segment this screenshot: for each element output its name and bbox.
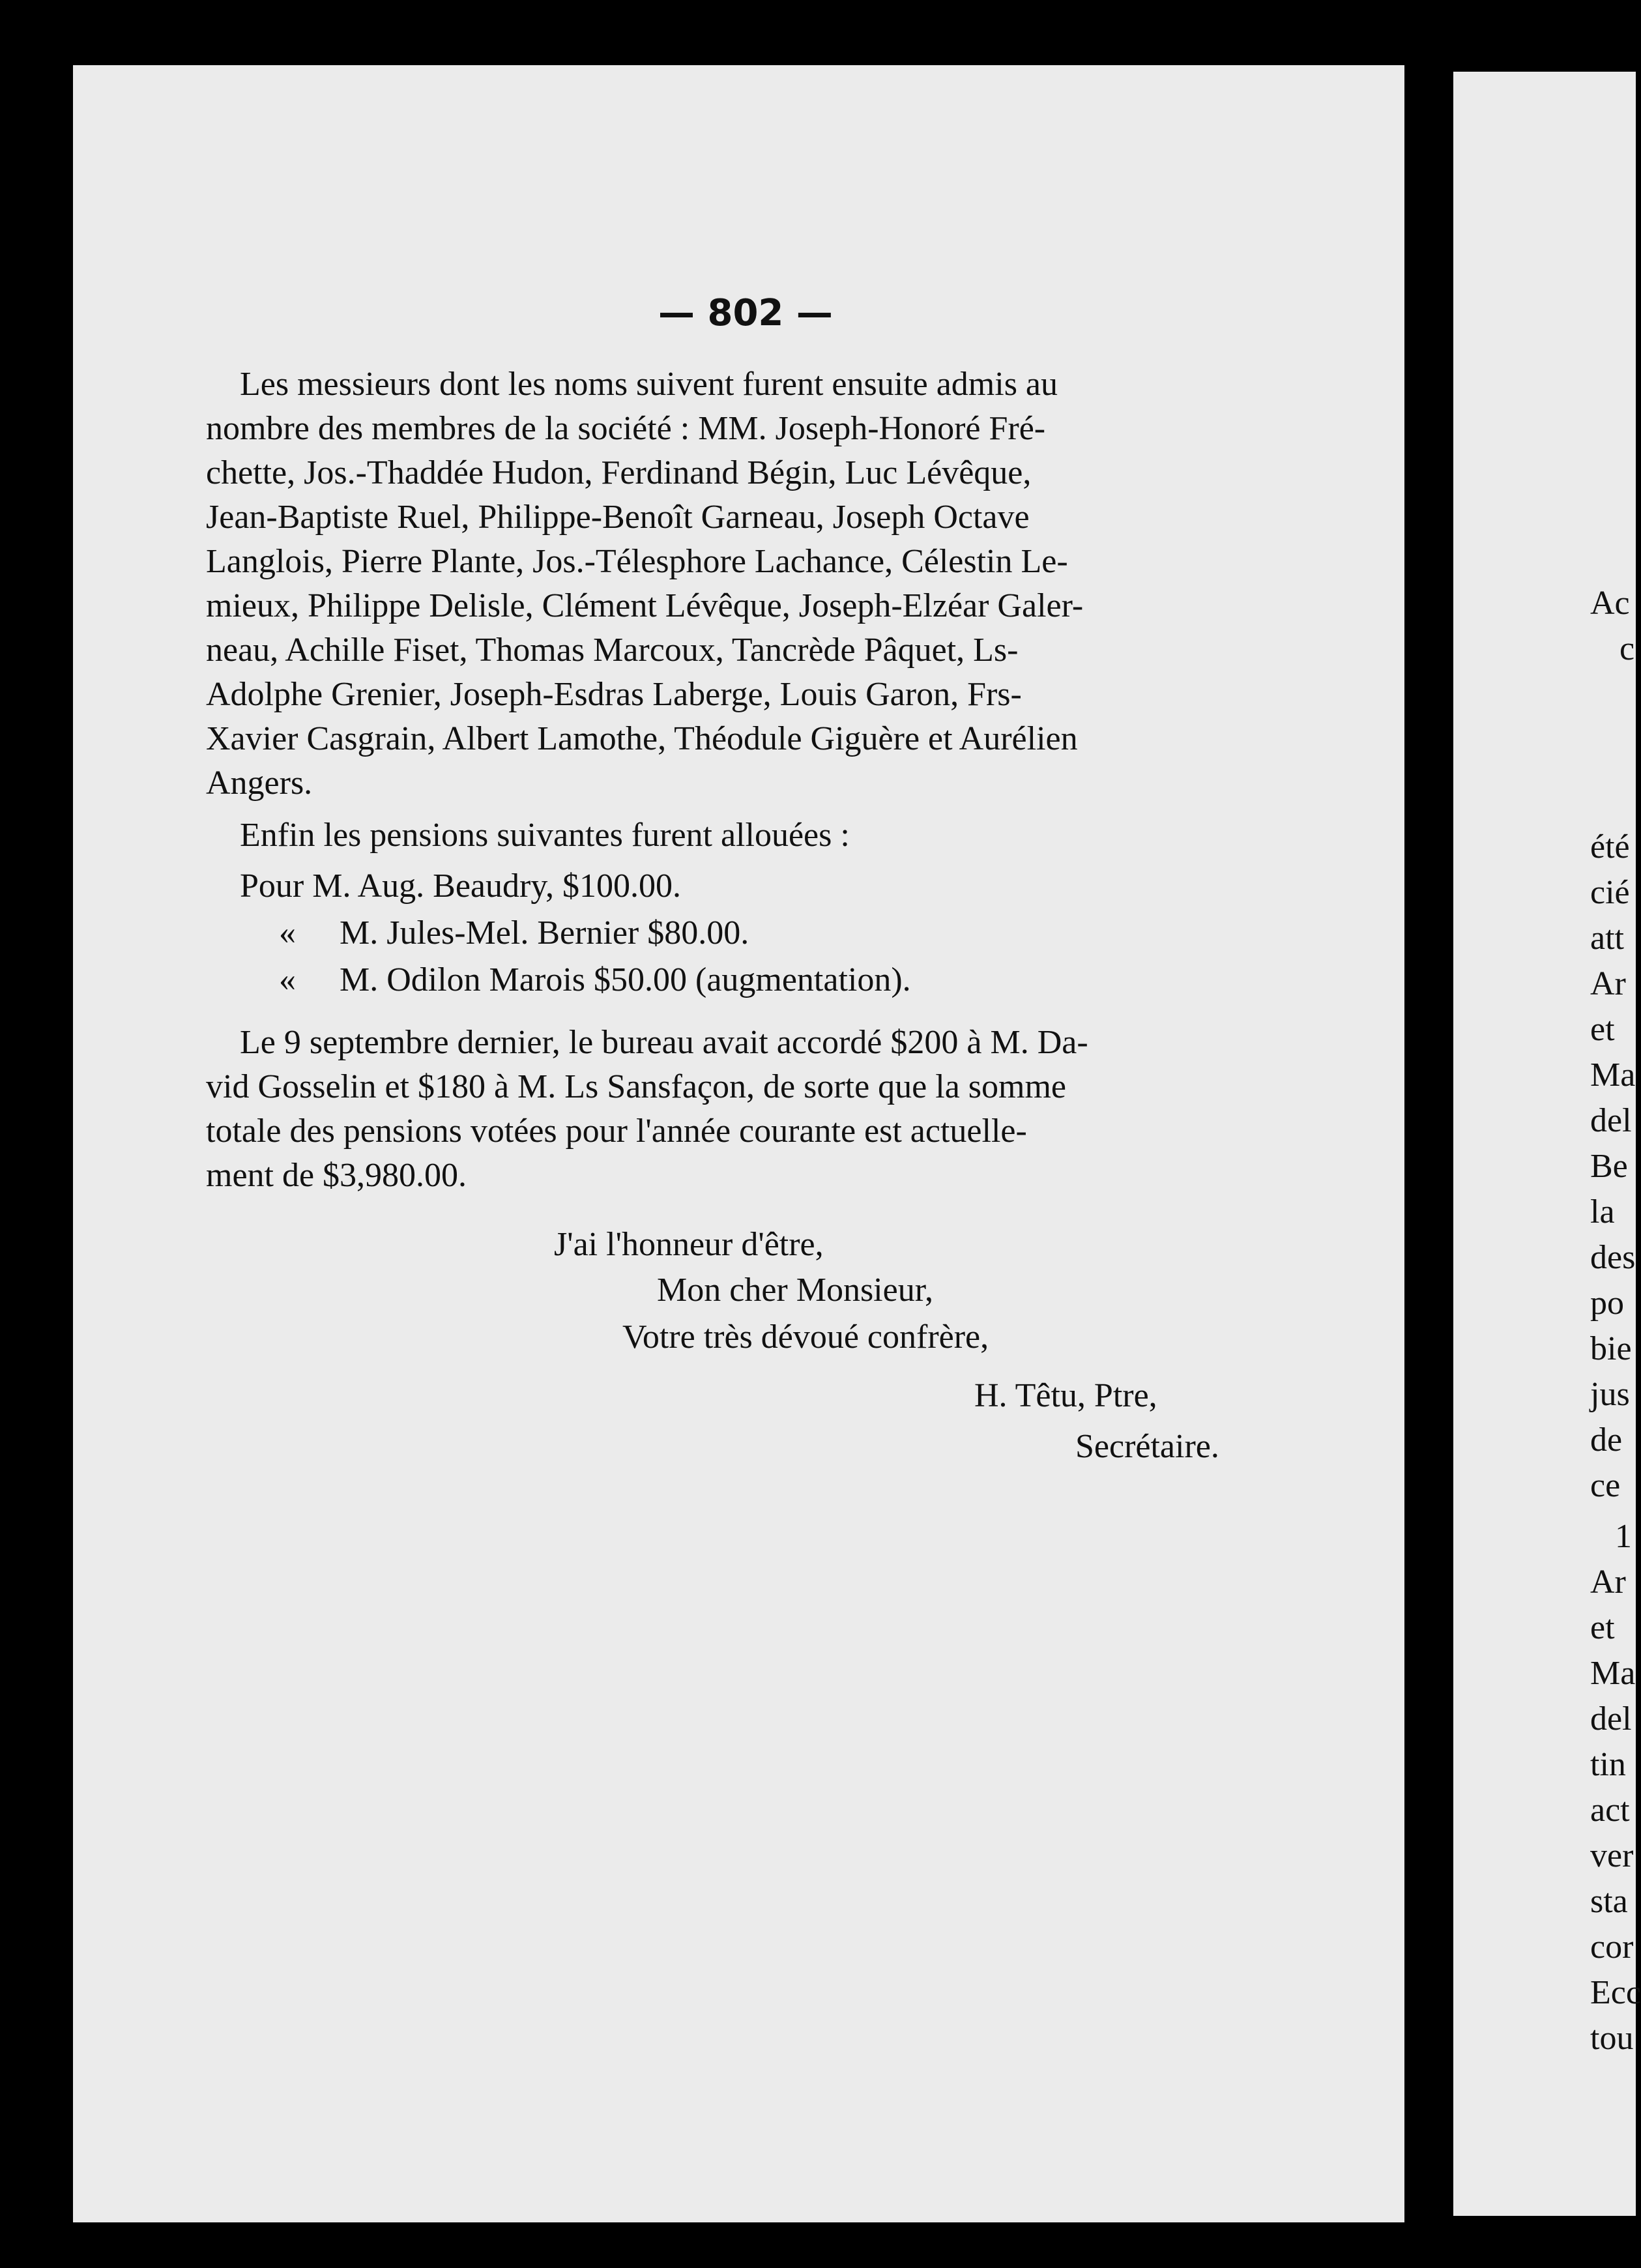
signature-title: Secrétaire.	[1075, 1428, 1219, 1465]
right-fragment: ver	[1590, 1837, 1634, 1874]
pension-item	[206, 863, 1268, 910]
right-fragment: c	[1619, 630, 1635, 667]
right-fragment: et	[1590, 1011, 1615, 1048]
right-fragment: Ma	[1590, 1056, 1636, 1094]
text-line: Adolphe Grenier, Joseph-Esdras Laberge, Louis Garon, Frs-	[206, 676, 1022, 713]
right-fragment: Ar	[1590, 965, 1626, 1002]
right-fragment: sta	[1590, 1883, 1628, 1920]
right-fragment: att	[1590, 920, 1624, 957]
right-fragment: jus	[1590, 1376, 1630, 1413]
right-fragment: tou	[1590, 2020, 1634, 2057]
right-fragment: po	[1590, 1285, 1624, 1322]
right-fragment: cor	[1590, 1928, 1634, 1966]
closing-line: Votre très dévoué confrère,	[622, 1318, 989, 1356]
ditto-mark: «	[279, 961, 296, 998]
closing-line: Mon cher Monsieur,	[657, 1272, 933, 1309]
right-fragment: act	[1590, 1792, 1630, 1829]
text-line: vid Gosselin et $180 à M. Ls Sansfaçon, de sorte que la somme	[206, 1068, 1066, 1105]
text-line: nombre des membres de la société : MM. Joseph-Honoré Fré-	[206, 410, 1046, 447]
right-fragment: de	[1590, 1421, 1623, 1459]
paragraph-members	[206, 362, 1268, 806]
right-fragment: la	[1590, 1193, 1615, 1230]
text-line: neau, Achille Fiset, Thomas Marcoux, Tancrède Pâquet, Ls-	[206, 632, 1019, 669]
right-fragment: Ar	[1590, 1563, 1626, 1601]
closing-line: J'ai l'honneur d'être,	[554, 1226, 824, 1263]
right-fragment: ce	[1590, 1467, 1621, 1504]
pension-text: M. Odilon Marois $50.00 (augmentation).	[340, 961, 911, 998]
signature: H. Têtu, Ptre,	[974, 1377, 1157, 1414]
right-fragment: des	[1590, 1239, 1636, 1276]
pension-prefix: Pour	[240, 867, 304, 905]
right-fragment: 1	[1615, 1518, 1632, 1555]
text-line: Langlois, Pierre Plante, Jos.-Télesphore Lachance, Célestin Le-	[206, 543, 1068, 580]
text-line: Jean-Baptiste Ruel, Philippe-Benoît Garneau, Joseph Octave	[206, 499, 1030, 536]
right-fragment: del	[1590, 1102, 1632, 1139]
page-number: — 802 —	[658, 292, 833, 334]
right-fragment: del	[1590, 1700, 1632, 1737]
text-line: ment de $3,980.00.	[206, 1157, 467, 1194]
right-fragment: été	[1590, 828, 1630, 865]
right-fragment: Be	[1590, 1148, 1628, 1185]
text-line: Xavier Casgrain, Albert Lamothe, Théodule Giguère et Aurélien	[206, 720, 1078, 757]
right-fragment: bie	[1590, 1330, 1632, 1367]
pensions-section	[206, 808, 1268, 1004]
pension-item	[206, 910, 1268, 957]
pension-text: M. Aug. Beaudry, $100.00.	[312, 867, 681, 905]
right-fragment: Ecc	[1590, 1974, 1641, 2011]
text-line: mieux, Philippe Delisle, Clément Lévêque, Joseph-Elzéar Galer-	[206, 587, 1084, 624]
text-line: Le 9 septembre dernier, le bureau avait accordé $200 à M. Da-	[240, 1024, 1088, 1061]
pensions-intro: Enfin les pensions suivantes furent allouées :	[240, 817, 850, 854]
right-fragment: cié	[1590, 874, 1630, 911]
paragraph-summary	[206, 1021, 1268, 1198]
text-line: Angers.	[206, 764, 313, 802]
right-fragment: Ma	[1590, 1655, 1636, 1692]
text-line: chette, Jos.-Thaddée Hudon, Ferdinand Bégin, Luc Lévêque,	[206, 454, 1032, 491]
pension-item	[206, 957, 1268, 1004]
text-line: Les messieurs dont les noms suivent furent ensuite admis au	[240, 366, 1058, 403]
right-fragment: et	[1590, 1609, 1615, 1646]
right-fragment: tin	[1590, 1746, 1626, 1783]
pension-text: M. Jules-Mel. Bernier $80.00.	[340, 914, 749, 952]
text-line: totale des pensions votées pour l'année courante est actuelle-	[206, 1112, 1027, 1150]
ditto-mark: «	[279, 914, 296, 952]
right-fragment: Ac	[1590, 585, 1630, 622]
